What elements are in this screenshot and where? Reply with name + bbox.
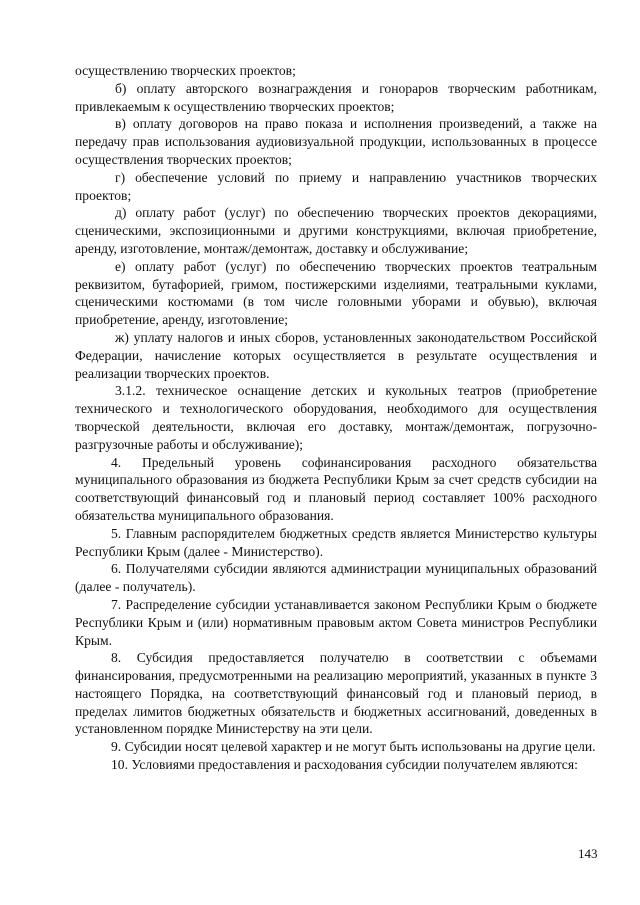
paragraph-v: в) оплату договоров на право показа и исполнения произведений, а также на передачу прав использования аудиовизуальной продукции, использованных в процессе осуществления творческих проектов; xyxy=(75,116,597,167)
paragraph: осуществлению творческих проектов; xyxy=(75,63,296,78)
paragraph-7: 7. Распределение субсидии устанавливается законом Республики Крым о бюджете Республики Крым и (или) нормативным правовым актом Совета министров Республики Крым. xyxy=(75,596,597,648)
paragraph-4: 4. Предельный уровень софинансирования расходного обязательства муниципального образования из бюджета Республики Крым за счет средств субсидии на соответствующий финансовый год и плановый период составляет 100% расходного обязательства муниципального образования. xyxy=(75,454,597,523)
paragraph-e: е) оплату работ (услуг) по обеспечению творческих проектов театральным реквизитом, бутафорией, гримом, постижерскими изделиями, театральными куклами, сценическими костюмами (в том числе головными уборами и обувью), включая приобретение, аренду, изготовление; xyxy=(75,258,597,328)
paragraph-zh: ж) уплату налогов и иных сборов, установленных законодательством Российской Федерации, начисление которых осуществляется в результате осуществления и реализации творческих проектов. xyxy=(75,329,597,381)
paragraph-b: б) оплату авторского вознаграждения и гонораров творческим работникам, привлекаемым к осуществлению творческих проектов; xyxy=(75,80,597,114)
paragraph-10: 10. Условиями предоставления и расходования субсидии получателем являются: xyxy=(111,757,578,773)
paragraph-9: 9. Субсидии носят целевой характер и не могут быть использованы на другие цели. xyxy=(111,739,596,755)
paragraph-3-1-2: 3.1.2. техническое оснащение детских и кукольных театров (приобретение технического и технологического оборудования, необходимого для осуществления творческой деятельности, включая его доставку, монтаж/демонтаж, погрузочно-разгрузочные работы и обслуживание); xyxy=(75,383,597,452)
paragraph-g: г) обеспечение условий по приему и направлению участников творческих проектов; xyxy=(75,169,597,203)
paragraph-5: 5. Главным распорядителем бюджетных средств является Министерство культуры Республики Крым (далее - Министерство). xyxy=(75,525,597,559)
paragraph-6: 6. Получателями субсидии являются администрации муниципальных образований (далее - получатель). xyxy=(75,561,597,595)
page-number: 143 xyxy=(578,846,598,861)
body-text xyxy=(75,62,597,774)
paragraph-8: 8. Субсидия предоставляется получателю в соответствии с объемами финансирования, предусмотренными на реализацию мероприятий, указанных в пункте 3 настоящего Порядка, на соответствующий финансовый год и плановый период, в пределах лимитов бюджетных обязательств и бюджетных ассигнований, доведенных в установленном порядке Министерству на эти цели. xyxy=(75,650,597,737)
paragraph-d: д) оплату работ (услуг) по обеспечению творческих проектов декорациями, сценическими, экспозиционными и другими конструкциями, включая приобретение, аренду, изготовление, монтаж/демонтаж, доставку и обслуживание; xyxy=(75,205,597,256)
